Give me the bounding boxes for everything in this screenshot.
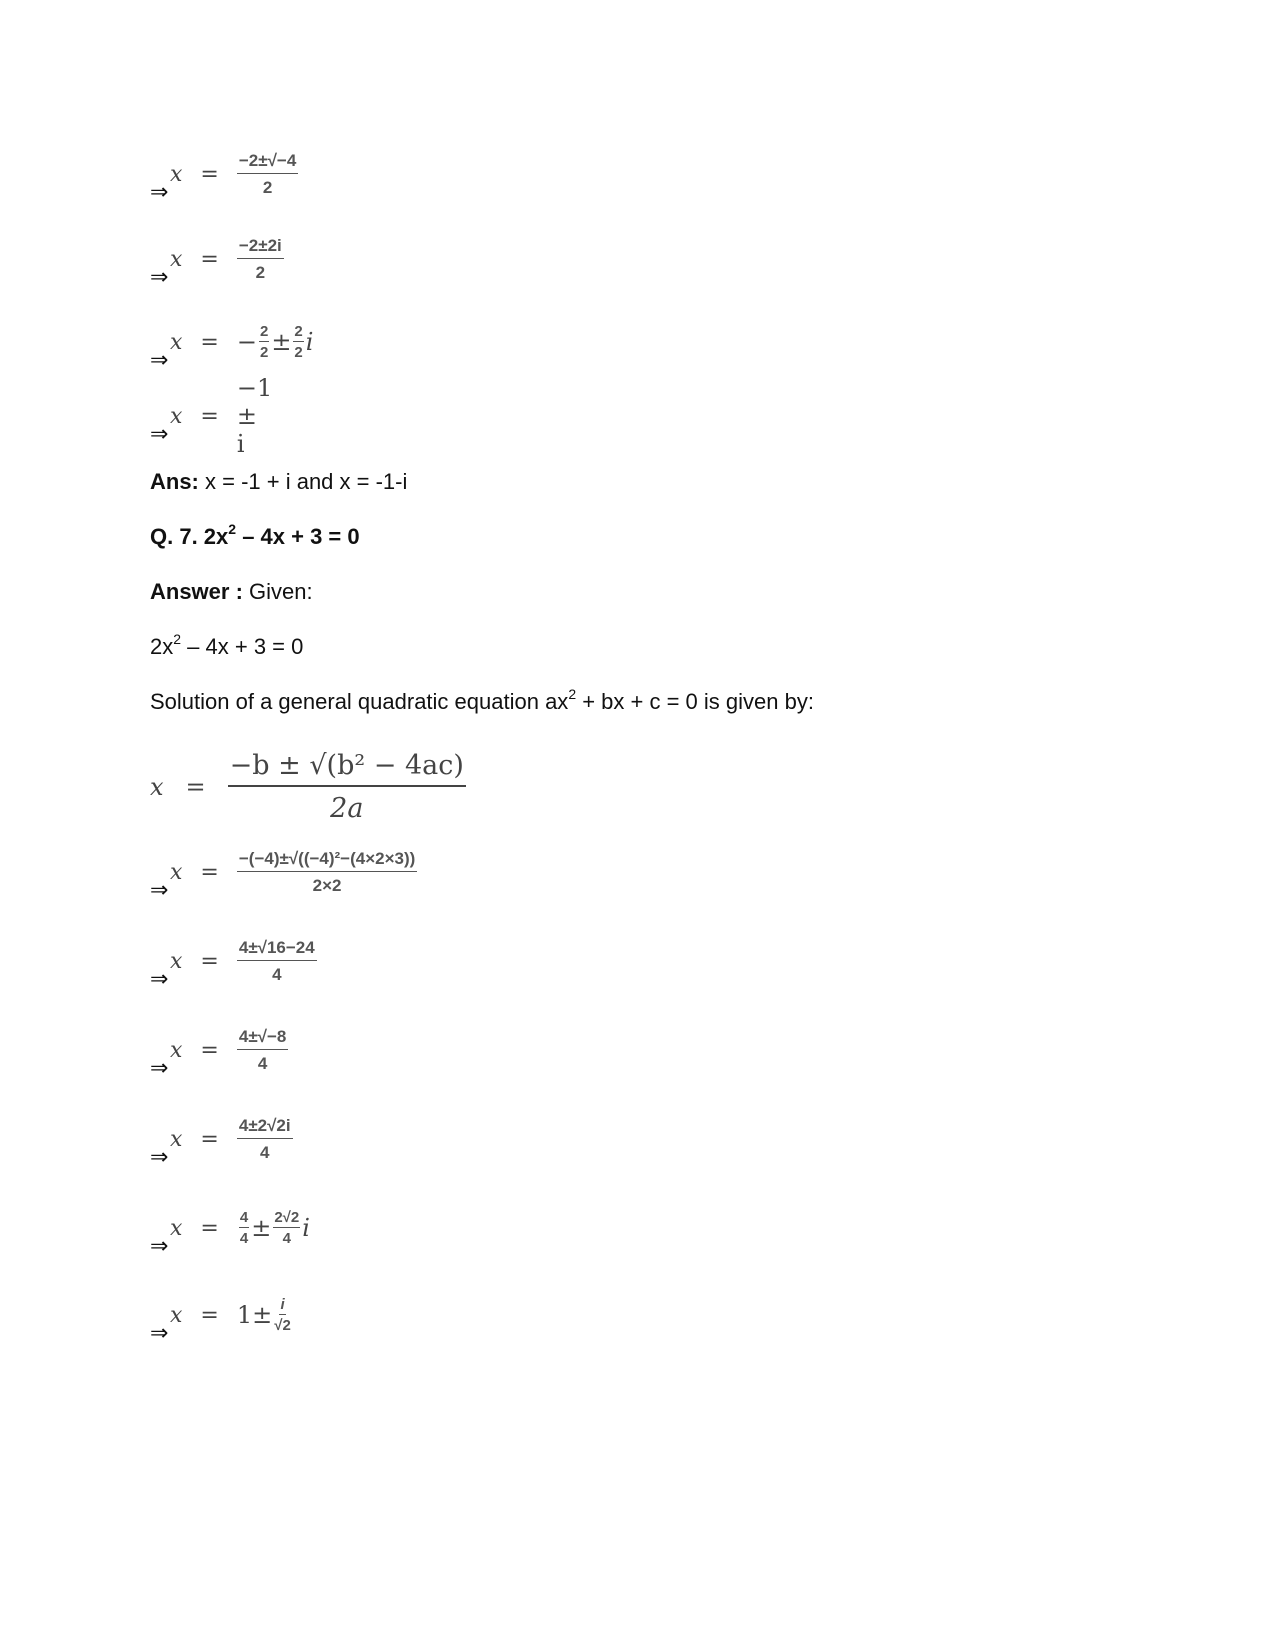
- equals-sign: =: [200, 1215, 219, 1241]
- result-expression: −1 ± i: [236, 374, 273, 458]
- fraction: [273, 1209, 300, 1247]
- fraction: [237, 849, 417, 896]
- formula-fraction: [228, 750, 466, 824]
- variable-x: x: [170, 1126, 183, 1152]
- solution-intro: [150, 685, 814, 715]
- answer-given: Given:: [242, 579, 313, 604]
- solution-exponent: 2: [568, 685, 577, 702]
- minus-sign: −: [236, 328, 257, 356]
- given-text: 2x: [150, 634, 174, 659]
- fraction: [237, 1116, 293, 1163]
- implies-arrow: ⇒: [150, 1234, 169, 1259]
- implies-arrow: ⇒: [150, 180, 169, 205]
- fraction: [274, 1296, 291, 1334]
- ans-text: x = -1 + i and x = -1-i: [198, 469, 408, 494]
- fraction-numerator: 4±2√2i: [237, 1116, 293, 1139]
- implies-arrow: ⇒: [150, 348, 169, 373]
- equals-sign: =: [200, 329, 219, 355]
- equals-sign: =: [200, 1126, 219, 1152]
- question-rest: – 4x + 3 = 0: [236, 524, 360, 549]
- fraction-denominator: 4: [239, 1230, 249, 1247]
- imaginary-unit: i: [305, 328, 314, 356]
- given-exponent: 2: [173, 630, 182, 647]
- answer-heading: [150, 579, 313, 605]
- given-rest: – 4x + 3 = 0: [181, 634, 304, 659]
- fraction-denominator: 4: [282, 1230, 291, 1247]
- fraction-numerator: 2: [294, 323, 303, 340]
- fraction-numerator: −2±2i: [237, 236, 284, 259]
- plus-minus-sign: ±: [252, 1301, 273, 1329]
- variable-x: x: [170, 161, 183, 187]
- equals-sign: =: [200, 403, 219, 429]
- plus-minus-sign: ±: [251, 1214, 272, 1242]
- fraction-numerator: 4: [239, 1209, 249, 1226]
- fraction-numerator: 4±√16−24: [237, 938, 317, 961]
- variable-x: x: [150, 773, 164, 801]
- variable-x: x: [170, 1215, 183, 1241]
- constant-one: 1: [236, 1301, 253, 1329]
- fraction-numerator: −2±√−4: [237, 151, 298, 174]
- fraction: [237, 938, 317, 985]
- solution-text: Solution of a general quadratic equation ax: [150, 689, 569, 714]
- implies-arrow: ⇒: [150, 1056, 169, 1081]
- fraction: [237, 236, 284, 283]
- variable-x: x: [170, 329, 183, 355]
- fraction: [259, 323, 269, 361]
- fraction: [237, 1027, 289, 1074]
- formula-denominator: 2a: [330, 793, 364, 824]
- equals-sign: =: [185, 773, 206, 801]
- equals-sign: =: [200, 1302, 219, 1328]
- fraction-numerator: 2: [259, 323, 269, 340]
- fraction-denominator: 2: [259, 344, 269, 361]
- plus-minus-sign: ±: [271, 328, 292, 356]
- variable-x: x: [170, 403, 183, 429]
- formula-numerator: −b ± √(b² − 4ac): [228, 750, 466, 787]
- ans-label: Ans:: [150, 469, 199, 494]
- fraction-denominator: 4: [272, 964, 282, 984]
- question-heading: [150, 520, 360, 550]
- fraction-denominator: 2: [255, 262, 266, 282]
- fraction-denominator: 2×2: [312, 875, 342, 895]
- quadratic-formula: [150, 750, 466, 824]
- variable-x: x: [170, 948, 183, 974]
- implies-arrow: ⇒: [150, 1321, 169, 1346]
- fraction-denominator: 4: [260, 1142, 270, 1162]
- fraction: [237, 151, 298, 198]
- implies-arrow: ⇒: [150, 265, 169, 290]
- equals-sign: =: [200, 948, 219, 974]
- fraction-numerator: i: [280, 1296, 285, 1313]
- variable-x: x: [170, 1302, 183, 1328]
- fraction: [239, 1209, 249, 1247]
- implies-arrow: ⇒: [150, 1145, 169, 1170]
- fraction-denominator: 2: [294, 344, 303, 361]
- equals-sign: =: [200, 1037, 219, 1063]
- question-exponent: 2: [228, 520, 237, 537]
- fraction-numerator: 2√2: [274, 1209, 300, 1226]
- fraction: [293, 323, 303, 361]
- equals-sign: =: [200, 161, 219, 187]
- answer-line: [150, 469, 407, 495]
- question-text: Q. 7. 2x: [150, 524, 229, 549]
- variable-x: x: [170, 1037, 183, 1063]
- implies-arrow: ⇒: [150, 967, 169, 992]
- variable-x: x: [170, 246, 183, 272]
- equals-sign: =: [200, 246, 219, 272]
- fraction-denominator: 4: [257, 1053, 268, 1073]
- solution-rest: + bx + c = 0 is given by:: [576, 689, 814, 714]
- answer-label: Answer :: [150, 579, 243, 604]
- fraction-denominator: 2: [262, 177, 273, 197]
- fraction-numerator: 4±√−8: [237, 1027, 289, 1050]
- imaginary-unit: i: [302, 1214, 310, 1242]
- fraction-numerator: −(−4)±√((−4)²−(4×2×3)): [237, 849, 417, 872]
- implies-arrow: ⇒: [150, 878, 169, 903]
- equals-sign: =: [200, 859, 219, 885]
- given-equation: [150, 630, 304, 660]
- fraction-denominator: √2: [274, 1317, 291, 1334]
- implies-arrow: ⇒: [150, 422, 169, 447]
- variable-x: x: [170, 859, 183, 885]
